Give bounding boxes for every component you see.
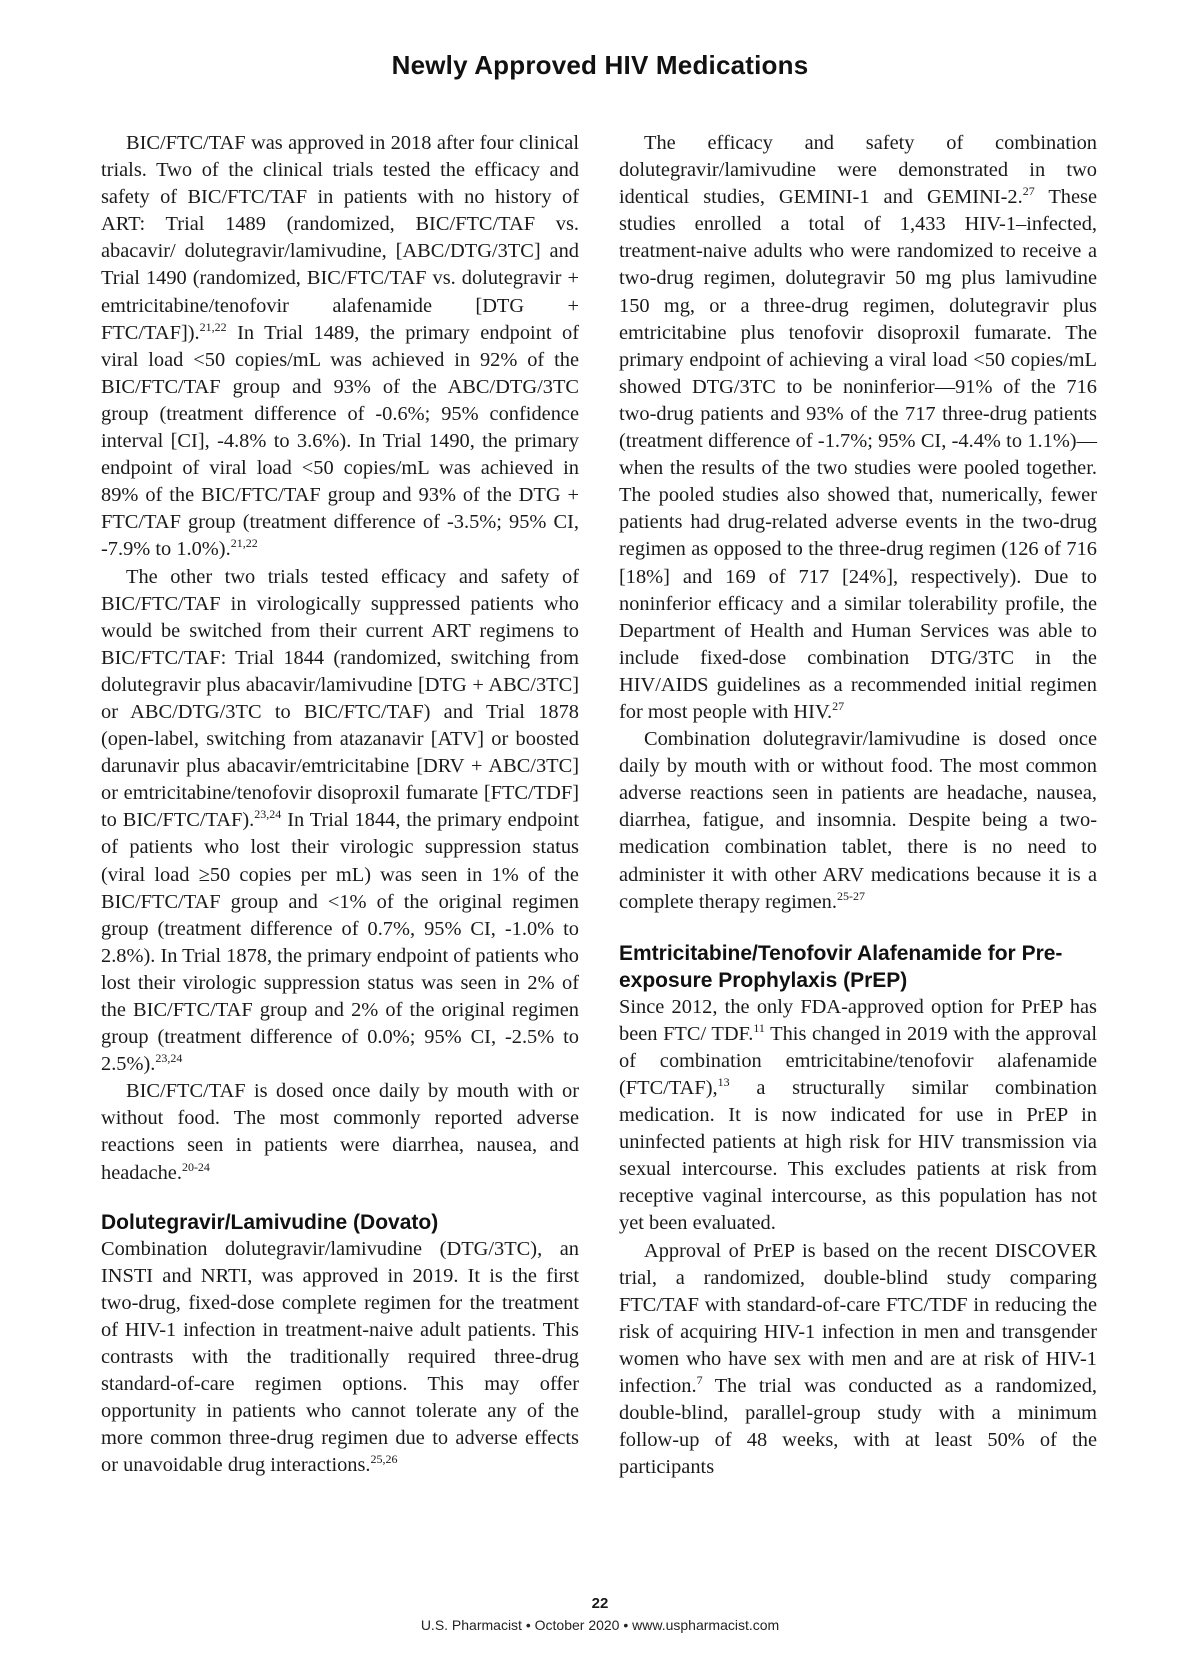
paragraph-text: Since 2012, the only FDA-approved option for PrEP has been FTC/ TDF. xyxy=(619,995,1097,1045)
reference-superscript: 27 xyxy=(832,698,845,713)
reference-superscript: 23,24 xyxy=(155,1051,183,1066)
paragraph-text: a structurally similar combination medication. It is now indicated for use in PrEP in uninfected patients at high risk for HIV transmission via sexual intercourse. This excludes patients at risk from receptive vaginal intercourse, as this population has not yet been evaluated. xyxy=(619,1077,1097,1235)
paragraph xyxy=(619,994,1097,1238)
reference-superscript: 11 xyxy=(753,1020,765,1035)
paragraph-text: These studies enrolled a total of 1,433 HIV-1–infected, treatment-naive adults who were randomized to receive a two-drug regimen, dolutegravir 50 mg plus lamivudine 150 mg, or a three-drug regimen, dolutegravir plus emtricitabine plus tenofovir disoproxil fumarate. The primary endpoint of achieving a viral load <50 copies/mL showed DTG/3TC to be noninferior—91% of the 716 two-drug patients and 93% of the 717 three-drug patients (treatment difference of -1.7%; 95% CI, -4.4% to 1.1%)—when the results of the two studies were pooled together. The pooled studies also showed that, numerically, fewer patients had drug-related adverse events in the two-drug regimen as opposed to the three-drug regimen (126 of 716 [18%] and 169 of 717 [24%], respectively). Due to noninferior efficacy and a similar tolerability profile, the Department of Health and Human Services was able to include fixed-dose combination DTG/3TC in the HIV/AIDS guidelines as a recommended initial regimen for most people with HIV. xyxy=(619,186,1098,723)
paragraph xyxy=(619,130,1097,726)
page-number: 22 xyxy=(591,1595,609,1612)
paragraph xyxy=(619,1238,1097,1482)
paragraph-text: In Trial 1489, the primary endpoint of viral load <50 copies/mL was achieved in 92% of the BIC/FTC/TAF group and 93% of the ABC/DTG/3TC group (treatment difference of -0.6%; 95% confidence interval [CI], -4.8% to 3.6%). In Trial 1490, the primary endpoint of viral load <50 copies/mL was achieved in 89% of the BIC/FTC/TAF group and 93% of the DTG + FTC/TAF group (treatment difference of -3.5%; 95% CI, -7.9% to 1.0%). xyxy=(101,321,579,561)
reference-superscript: 25-27 xyxy=(836,888,865,903)
paragraph-text: The efficacy and safety of combination dolutegravir/lamivudine were demonstrated in two identical studies, GEMINI-1 and GEMINI-2. xyxy=(619,132,1097,209)
reference-superscript: 7 xyxy=(696,1373,703,1388)
reference-superscript: 25,26 xyxy=(370,1452,398,1467)
section-heading-dovato: Dolutegravir/Lamivudine (Dovato) xyxy=(101,1210,439,1234)
paragraph-text: The other two trials tested efficacy and safety of BIC/FTC/TAF in virologically suppressed patients who would be switched from their current ART regimens to BIC/FTC/TAF: Trial 1844 (randomized, switching from dolutegravir plus abacavir/lamivudine [DTG + ABC/3TC] or ABC/DTG/3TC to BIC/FTC/TAF) and Trial 1878 (open-label, switching from atazanavir [ATV] or boosted darunavir plus abacavir/emtricitabine [DRV + ABC/3TC] or emtricitabine/tenofovir disoproxil fumarate [FTC/TDF] to BIC/FTC/TAF). xyxy=(101,565,579,832)
paragraph-text: This changed in 2019 with the approval of combination emtricitabine/tenofovir alafenamide (FTC/TAF), xyxy=(619,1022,1098,1099)
reference-superscript: 23,24 xyxy=(254,807,282,822)
reference-superscript: 20-24 xyxy=(181,1159,210,1174)
left-column xyxy=(101,130,579,1480)
reference-superscript: 27 xyxy=(1022,184,1035,199)
reference-superscript: 21,22 xyxy=(199,319,227,334)
reference-superscript: 13 xyxy=(717,1075,730,1089)
paragraph-text: BIC/FTC/TAF was approved in 2018 after four clinical trials. Two of the clinical trials tested the efficacy and safety of BIC/FTC/TAF in patients with no history of ART: Trial 1489 (randomized, BIC/FTC/TAF vs. abacavir/ dolutegravir/lamivudine, [ABC/DTG/3TC] and Trial 1490 (randomized, BIC/FTC/TAF vs. dolutegravir + emtricitabine/tenofovir alafenamide [DTG + FTC/TAF]). xyxy=(101,132,579,344)
paragraph xyxy=(101,1236,579,1480)
paragraph-text: The trial was conducted as a randomized, double-blind, parallel-group study with a minimum follow-up of 48 weeks, with at least 50% of the participants xyxy=(619,1375,1097,1479)
running-title: Newly Approved HIV Medications xyxy=(391,50,809,80)
section-heading-prep: Emtricitabine/Tenofovir Alafenamide for Pre-exposure Prophylaxis (PrEP) xyxy=(619,941,1063,992)
publication-footer: U.S. Pharmacist • October 2020 • www.uspharmacist.com xyxy=(420,1617,780,1633)
paragraph-text: BIC/FTC/TAF is dosed once daily by mouth with or without food. The most commonly reported adverse reactions seen in patients were diarrhea, nausea, and headache. xyxy=(101,1080,579,1184)
paragraph-text: Combination dolutegravir/lamivudine (DTG/3TC), an INSTI and NRTI, was approved in 2019. It is the first two-drug, fixed-dose complete regimen for the treatment of HIV-1 infection in treatment-naive adult patients. This contrasts with the traditionally required three-drug standard-of-care regimen options. This may offer opportunity in patients who cannot tolerate any of the more common three-drug regimen due to adverse effects or unavoidable drug interactions. xyxy=(101,1237,579,1477)
right-column xyxy=(619,130,1097,1481)
paragraph xyxy=(101,564,579,1079)
paragraph xyxy=(101,130,579,564)
paragraph-text: Combination dolutegravir/lamivudine is dosed once daily by mouth with or without food. The most common adverse reactions seen in patients are headache, nausea, diarrhea, fatigue, and insomnia. Despite being a two-medication combination tablet, there is no need to administer it with other ARV medications because it is a complete therapy regimen. xyxy=(619,728,1097,913)
paragraph xyxy=(101,1078,579,1186)
paragraph xyxy=(619,726,1097,916)
paragraph-text: Approval of PrEP is based on the recent DISCOVER trial, a randomized, double-blind study comparing FTC/TAF with standard-of-care FTC/TDF in reducing the risk of acquiring HIV-1 infection in men and transgender women who have sex with men and are at risk of HIV-1 infection. xyxy=(619,1239,1097,1398)
paragraph-text: In Trial 1844, the primary endpoint of patients who lost their virologic suppression status (viral load ≥50 copies per mL) was seen in 1% of the BIC/FTC/TAF group and <1% of the original regimen group (treatment difference of 0.7%, 95% CI, -1.0% to 2.8%). In Trial 1878, the primary endpoint of patients who lost their virologic suppression status was seen in 2% of the BIC/FTC/TAF group and 2% of the original regimen group (treatment difference of 0.0%; 95% CI, -2.5% to 2.5%). xyxy=(101,809,580,1076)
reference-superscript: 21,22 xyxy=(230,536,258,551)
